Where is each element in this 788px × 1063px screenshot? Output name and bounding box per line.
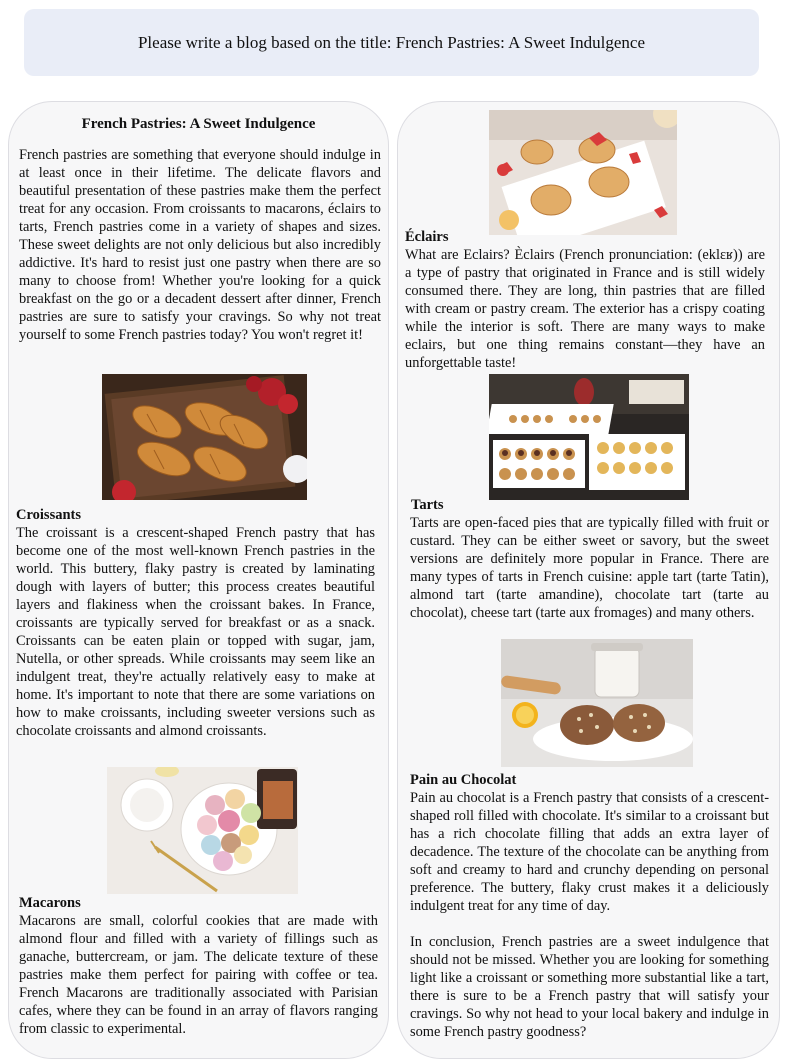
macarons-paragraph: Macarons are small, colorful cookies that are made with almond flour and filled with a variety of fillings such as ganache, buttercream, or jam. The delicate texture of these pastries make them perfect for pairing with coffee or tea. French Macarons are traditionally associated with Parisian cafes, where they can be found in an array of flavors ranging from classic to experimental.	[19, 913, 378, 1037]
pain-au-chocolat-heading: Pain au Chocolat	[410, 772, 517, 788]
prompt-text: Please write a blog based on the title: French Pastries: A Sweet Indulgence	[137, 32, 646, 52]
macarons-image	[107, 767, 298, 894]
prompt-bar	[24, 9, 759, 76]
eclairs-heading: Éclairs	[405, 229, 449, 245]
pain-au-chocolat-image	[501, 639, 693, 767]
eclairs-image	[489, 110, 677, 235]
croissants-heading: Croissants	[16, 507, 81, 523]
tarts-heading: Tarts	[411, 497, 444, 513]
conclusion-paragraph: In conclusion, French pastries are a sweet indulgence that should not be missed. Whether you are looking for something light like a croissant or something more substantial like a tart, there is sure to be a French pastry that will satisfy your cravings. So why not head to your local bakery and indulge in some French pastry goodness?	[410, 934, 769, 1040]
tarts-paragraph: Tarts are open-faced pies that are typically filled with fruit or custard. They can be either sweet or savory, but the sweet versions are definitely more popular in France. There are many types of tarts in French cuisine: apple tart (tarte Tatin), almond tart (tarte amandine), chocolate tart (tarte au chocolat), cheese tart (tarte aux fromages) and many others.	[410, 515, 769, 621]
croissants-image	[102, 374, 307, 500]
eclairs-paragraph: What are Eclairs? Èclairs (French pronunciation: (eklɛʁ)) are a type of pastry that originated in France and is still widely consumed there. They are long, thin pastries that are filled with cream or pastry cream. The exterior has a crispy coating while the interior is soft. There are many ways to make eclairs, but one thing remains constant—they have an unforgettable taste!	[405, 247, 765, 371]
tarts-image	[489, 374, 689, 500]
pain-au-chocolat-paragraph: Pain au chocolat is a French pastry that consists of a crescent-shaped roll filled with chocolate. It's similar to a croissant but has a rich chocolate filling that adds an extra layer of decadence. The texture of the chocolate can be anything from soft and creamy to hard and crunchy depending on personal preference. The buttery, flaky crust makes it a deliciously indulgent treat for any time of day.	[410, 790, 769, 914]
croissants-paragraph: The croissant is a crescent-shaped French pastry that has become one of the most well-known French pastries in the world. This buttery, flaky pastry is created by laminating dough with layers of butter; this process creates beautiful layers and flakiness when the croissant bakes. In France, croissants are typically served for breakfast or as a snack. Croissants can be eaten plain or topped with sugar, jam, Nutella, or other spreads. While croissants may seem like an indulgent treat, they're actually relatively easy to make at home. It's important to note that there are some variations on how to make croissants, including sweeter versions such as chocolate croissants and almond croissants.	[16, 525, 375, 739]
macarons-heading: Macarons	[19, 895, 81, 911]
blog-title: French Pastries: A Sweet Indulgence	[81, 116, 316, 132]
intro-paragraph: French pastries are something that everyone should indulge in at least once in their lifetime. The delicate flavors and beautiful presentation of these pastries make them the perfect treat for any occasion. From croissants to macarons, éclairs to tarts, French pastries come in a variety of shapes and sizes. These sweet delights are not only delicious but also incredibly addictive. It's hard to resist just one pastry when there are so many to choose from! Whether you're looking for a quick breakfast on the go or a decadent dessert after dinner, French pastries are sure to satisfy your cravings. So why not treat yourself to some French pastries today? You won't regret it!	[19, 147, 381, 343]
